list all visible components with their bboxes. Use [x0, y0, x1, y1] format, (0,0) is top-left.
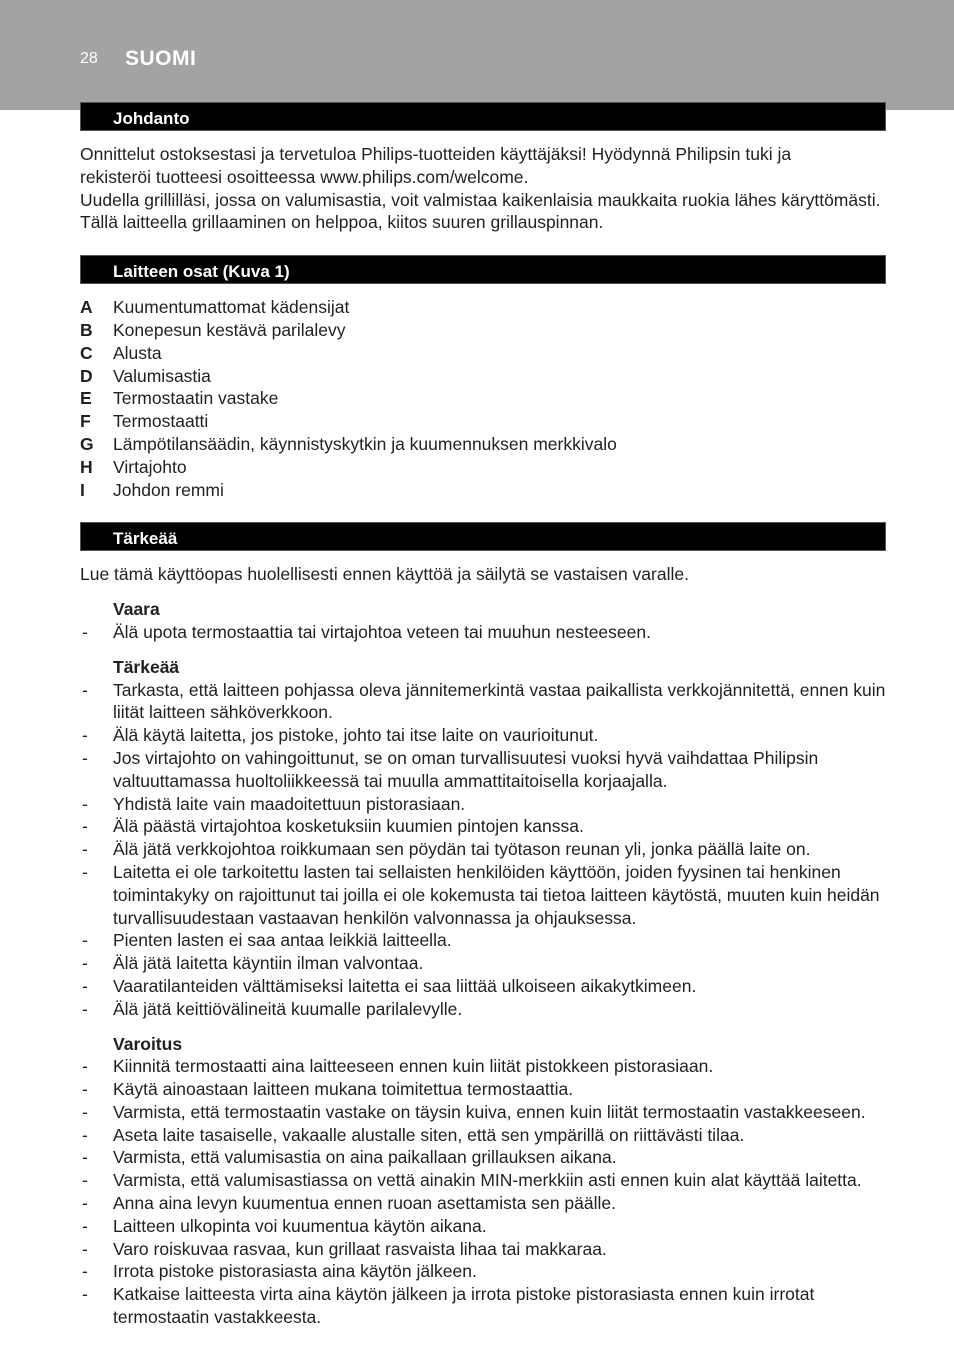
part-label: Konepesun kestävä parilalevy — [113, 319, 346, 340]
bullet-item — [80, 1192, 886, 1215]
bullet-dash: - — [82, 1147, 88, 1168]
section-title-important: Tärkeää — [80, 522, 886, 551]
bullet-item — [80, 998, 886, 1021]
intro-line: Onnittelut ostoksestasi ja tervetuloa Philips-tuotteiden käyttäjäksi! Hyödynnä Philipsin tuki ja — [80, 144, 792, 164]
part-letter: E — [80, 388, 92, 409]
bullet-dash: - — [82, 1124, 88, 1145]
bullet-text: Käytä ainoastaan laitteen mukana toimitettua termostaattia. — [113, 1079, 574, 1100]
bullet-dash: - — [82, 1079, 88, 1100]
bullet-dash: - — [82, 1193, 88, 1214]
danger-list — [80, 621, 886, 644]
part-letter: C — [80, 342, 93, 363]
part-item — [80, 479, 886, 502]
bullet-item — [80, 621, 886, 644]
bullet-text: Varmista, että termostaatin vastake on täysin kuiva, ennen kuin liität termostaatin vastakkeeseen. — [113, 1101, 866, 1122]
bullet-item — [80, 747, 886, 793]
bullet-dash: - — [82, 1056, 88, 1077]
part-letter: H — [80, 456, 93, 477]
bullet-dash: - — [82, 839, 88, 860]
bullet-dash: - — [82, 1238, 88, 1259]
part-label: Valumisastia — [113, 365, 211, 386]
part-letter: I — [80, 479, 85, 500]
bullet-item — [80, 1260, 886, 1283]
part-label: Alusta — [113, 342, 162, 363]
bullet-dash: - — [82, 1284, 88, 1305]
part-letter: B — [80, 319, 93, 340]
language-title: SUOMI — [125, 47, 197, 70]
part-letter: D — [80, 365, 93, 386]
part-label: Kuumentumattomat kädensijat — [113, 297, 350, 318]
bullet-dash: - — [82, 1170, 88, 1191]
section-title-parts: Laitteen osat (Kuva 1) — [80, 255, 886, 284]
bullet-item — [80, 838, 886, 861]
bullet-text: Varmista, että valumisastia on aina paikallaan grillauksen aikana. — [113, 1147, 617, 1168]
part-item — [80, 433, 886, 456]
bullet-item — [80, 929, 886, 952]
important-list — [80, 679, 886, 1021]
part-label: Termostaatin vastake — [113, 388, 279, 409]
bullet-item — [80, 1215, 886, 1238]
bullet-item — [80, 1124, 886, 1147]
bullet-dash: - — [82, 1261, 88, 1282]
intro-line: Tällä laitteella grillaaminen on helppoa, kiitos suuren grillauspinnan. — [80, 212, 604, 233]
bullet-dash: - — [82, 1215, 88, 1236]
bullet-dash: - — [82, 998, 88, 1019]
document-body — [80, 102, 886, 1329]
part-letter: F — [80, 411, 91, 432]
bullet-item — [80, 952, 886, 975]
bullet-text: Vaaratilanteiden välttämiseksi laitetta ei saa liittää ulkoiseen aikakytkimeen. — [113, 975, 697, 996]
part-label: Termostaatti — [113, 411, 209, 432]
bullet-dash: - — [82, 816, 88, 837]
bullet-text: Yhdistä laite vain maadoitettuun pistorasiaan. — [113, 793, 466, 814]
part-item — [80, 296, 886, 319]
bullet-item — [80, 1283, 886, 1329]
part-item — [80, 410, 886, 433]
bullet-text: Varmista, että valumisastiassa on vettä ainakin MIN-merkkiin asti ennen kuin alat käyttää laitetta. — [113, 1170, 862, 1191]
caution-list — [80, 1055, 886, 1329]
bullet-dash: - — [82, 861, 88, 882]
bullet-text: Laitetta ei ole tarkoitettu lasten tai sellaisten henkilöiden käyttöön, joiden fyysinen tai henkinen toimintakyky on rajoittunut tai joilla ei ole kokemusta tai tietoa laitteen käytöstä, muuten kuin heidän turvallisuudestaan vastaavan henkilön valvonnassa ja ohjauksessa. — [113, 861, 880, 928]
part-item — [80, 319, 886, 342]
bullet-text: Älä päästä virtajohtoa kosketuksiin kuumien pintojen kanssa. — [113, 816, 584, 837]
intro-line: Uudella grillilläsi, jossa on valumisastia, voit valmistaa kaikenlaisia maukkaita ruokia lähes käryttömästi. — [80, 189, 881, 210]
caution-heading: Varoitus — [113, 1033, 183, 1054]
bullet-item — [80, 815, 886, 838]
bullet-text: Laitteen ulkopinta voi kuumentua käytön aikana. — [113, 1215, 487, 1236]
page-number: 28 — [80, 50, 98, 67]
bullet-dash: - — [82, 930, 88, 951]
bullet-item — [80, 975, 886, 998]
bullet-text: Älä jätä laitetta käyntiin ilman valvontaa. — [113, 953, 424, 974]
bullet-dash: - — [82, 747, 88, 768]
bullet-text: Älä jätä verkkojohtoa roikkumaan sen pöydän tai työtason reunan yli, jonka päällä laite on. — [113, 839, 811, 860]
bullet-dash: - — [82, 975, 88, 996]
bullet-text: Älä jätä keittiövälineitä kuumalle parilalevylle. — [113, 998, 463, 1019]
bullet-dash: - — [82, 793, 88, 814]
bullet-item — [80, 724, 886, 747]
part-item — [80, 387, 886, 410]
bullet-text: Kiinnitä termostaatti aina laitteeseen ennen kuin liität pistokkeen pistorasiaan. — [113, 1056, 714, 1077]
part-label: Virtajohto — [113, 456, 187, 477]
bullet-text: Katkaise laitteesta virta aina käytön jälkeen ja irrota pistoke pistorasiasta ennen kuin irrotat termostaatin vastakkeesta. — [113, 1284, 815, 1328]
bullet-item — [80, 679, 886, 725]
intro-paragraph — [80, 143, 886, 234]
part-item — [80, 365, 886, 388]
bullet-item — [80, 1238, 886, 1261]
part-label: Lämpötilansäädin, käynnistyskytkin ja kuumennuksen merkkivalo — [113, 433, 617, 454]
part-label: Johdon remmi — [113, 479, 224, 500]
bullet-text: Anna aina levyn kuumentua ennen ruoan asettamista sen päälle. — [113, 1193, 616, 1214]
bullet-text: Pienten lasten ei saa antaa leikkiä laitteella. — [113, 930, 452, 951]
bullet-text: Irrota pistoke pistorasiasta aina käytön jälkeen. — [113, 1261, 477, 1282]
bullet-item — [80, 1169, 886, 1192]
bullet-item — [80, 1078, 886, 1101]
bullet-text: Varo roiskuvaa rasvaa, kun grillaat rasvaista lihaa tai makkaraa. — [113, 1238, 607, 1259]
section-title-intro: Johdanto — [80, 102, 886, 131]
bullet-dash: - — [82, 725, 88, 746]
part-item — [80, 342, 886, 365]
bullet-dash: - — [82, 621, 88, 642]
bullet-dash: - — [82, 679, 88, 700]
important-heading: Tärkeää — [113, 656, 180, 677]
important-intro: Lue tämä käyttöopas huolellisesti ennen käyttöä ja säilytä se vastaisen varalle. — [80, 564, 689, 585]
parts-list — [80, 296, 886, 501]
danger-heading: Vaara — [113, 599, 160, 620]
bullet-text: Jos virtajohto on vahingoittunut, se on oman turvallisuutesi vuoksi hyvä vaihdattaa Philipsin valtuuttamassa huoltoliikkeessä tai muulla ammattitaitoisella korjaajalla. — [113, 747, 819, 791]
bullet-item — [80, 861, 886, 929]
bullet-dash: - — [82, 953, 88, 974]
bullet-text: Tarkasta, että laitteen pohjassa oleva jännitemerkintä vastaa paikallista verkkojännitettä, ennen kuin liität laitteen sähköverkkoon. — [113, 679, 886, 723]
bullet-text: Älä upota termostaattia tai virtajohtoa veteen tai muuhun nesteeseen. — [113, 621, 651, 642]
bullet-text: Aseta laite tasaiselle, vakaalle alustalle siten, että sen ympärillä on riittävästi tilaa. — [113, 1124, 745, 1145]
intro-line: rekisteröi tuotteesi osoitteessa www.philips.com/welcome. — [80, 166, 529, 187]
bullet-item — [80, 1146, 886, 1169]
part-item — [80, 456, 886, 479]
part-letter: A — [80, 297, 93, 318]
bullet-item — [80, 1055, 886, 1078]
bullet-text: Älä käytä laitetta, jos pistoke, johto tai itse laite on vaurioitunut. — [113, 725, 599, 746]
bullet-dash: - — [82, 1101, 88, 1122]
bullet-item — [80, 1101, 886, 1124]
bullet-item — [80, 793, 886, 816]
part-letter: G — [80, 433, 94, 454]
